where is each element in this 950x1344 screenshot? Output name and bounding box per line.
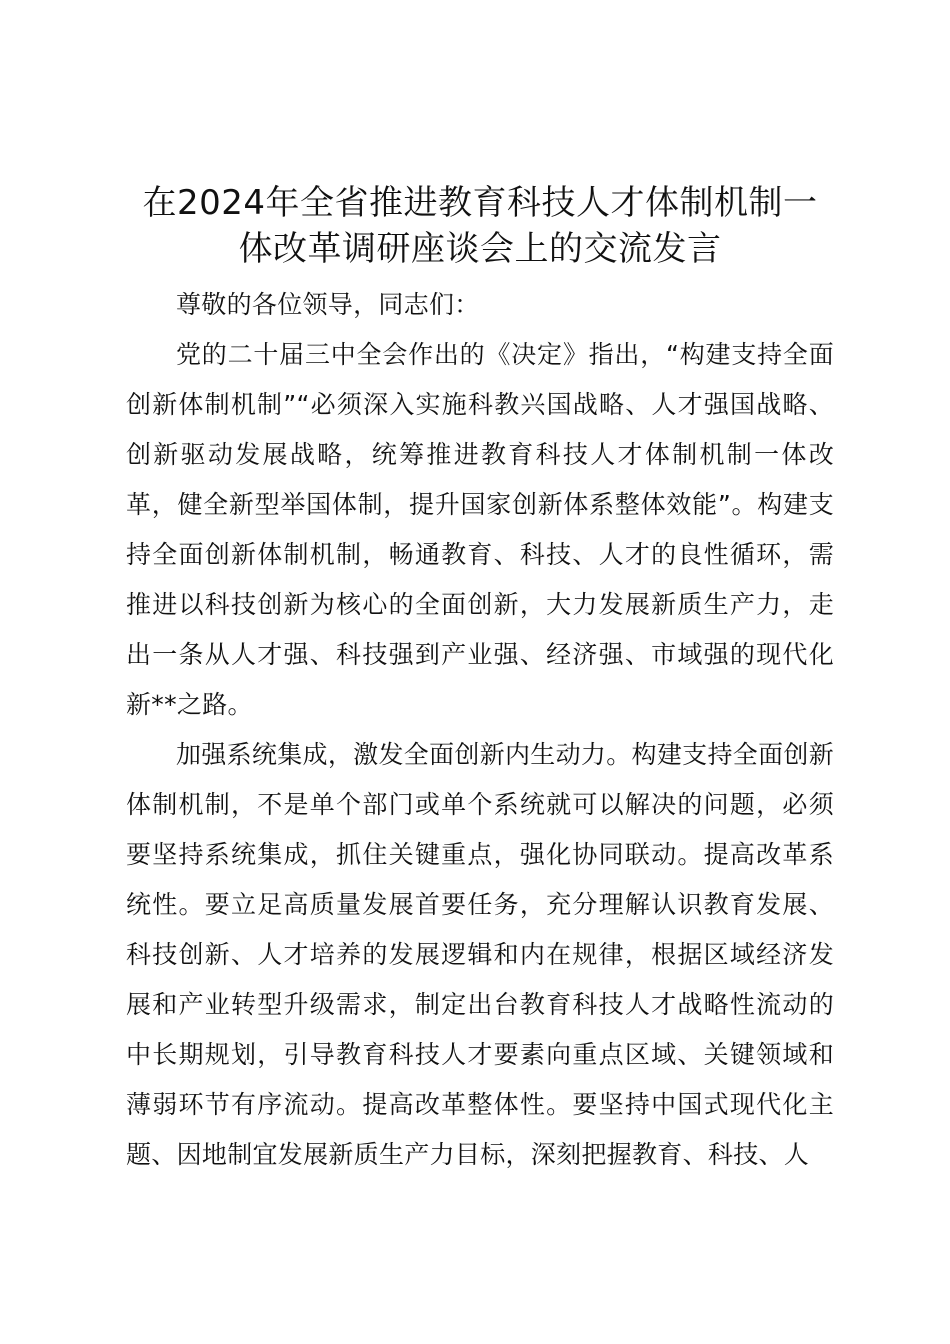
title-line-2: 体改革调研座谈会上的交流发言 xyxy=(238,229,722,269)
title-line-1: 在2024年全省推进教育科技人才体制机制一 xyxy=(142,183,818,223)
paragraph-2: 加强系统集成，激发全面创新内生动力。构建支持全面创新体制机制，不是单个部门或单个系统就可以解决的问题，必须要坚持系统集成，抓住关键重点，强化协同联动。提高改革系统性。要立足高质量发展首要任务，充分理解认识教育发展、科技创新、人才培养的发展逻辑和内在规律，根据区域经济发展和产业转型升级需求，制定出台教育科技人才战略性流动的中长期规划，引导教育科技人才要素向重点区域、关键领域和薄弱环节有序流动。提高改革整体性。要坚持中国式现代化主题、因地制宜发展新质生产力目标，深刻把握教育、科技、人 xyxy=(126,740,834,1169)
salutation: 尊敬的各位领导，同志们： xyxy=(176,290,480,319)
paragraph-1: 党的二十届三中全会作出的《决定》指出，“构建支持全面创新体制机制”“必须深入实施科教兴国战略、人才强国战略、创新驱动发展战略，统筹推进教育科技人才体制机制一体改革，健全新型举国体制，提升国家创新体系整体效能”。构建支持全面创新体制机制，畅通教育、科技、人才的良性循环，需推进以科技创新为核心的全面创新，大力发展新质生产力，走出一条从人才强、科技强到产业强、经济强、市域强的现代化新**之路。 xyxy=(126,340,834,719)
document-body xyxy=(126,280,834,1180)
document-title xyxy=(120,180,840,272)
